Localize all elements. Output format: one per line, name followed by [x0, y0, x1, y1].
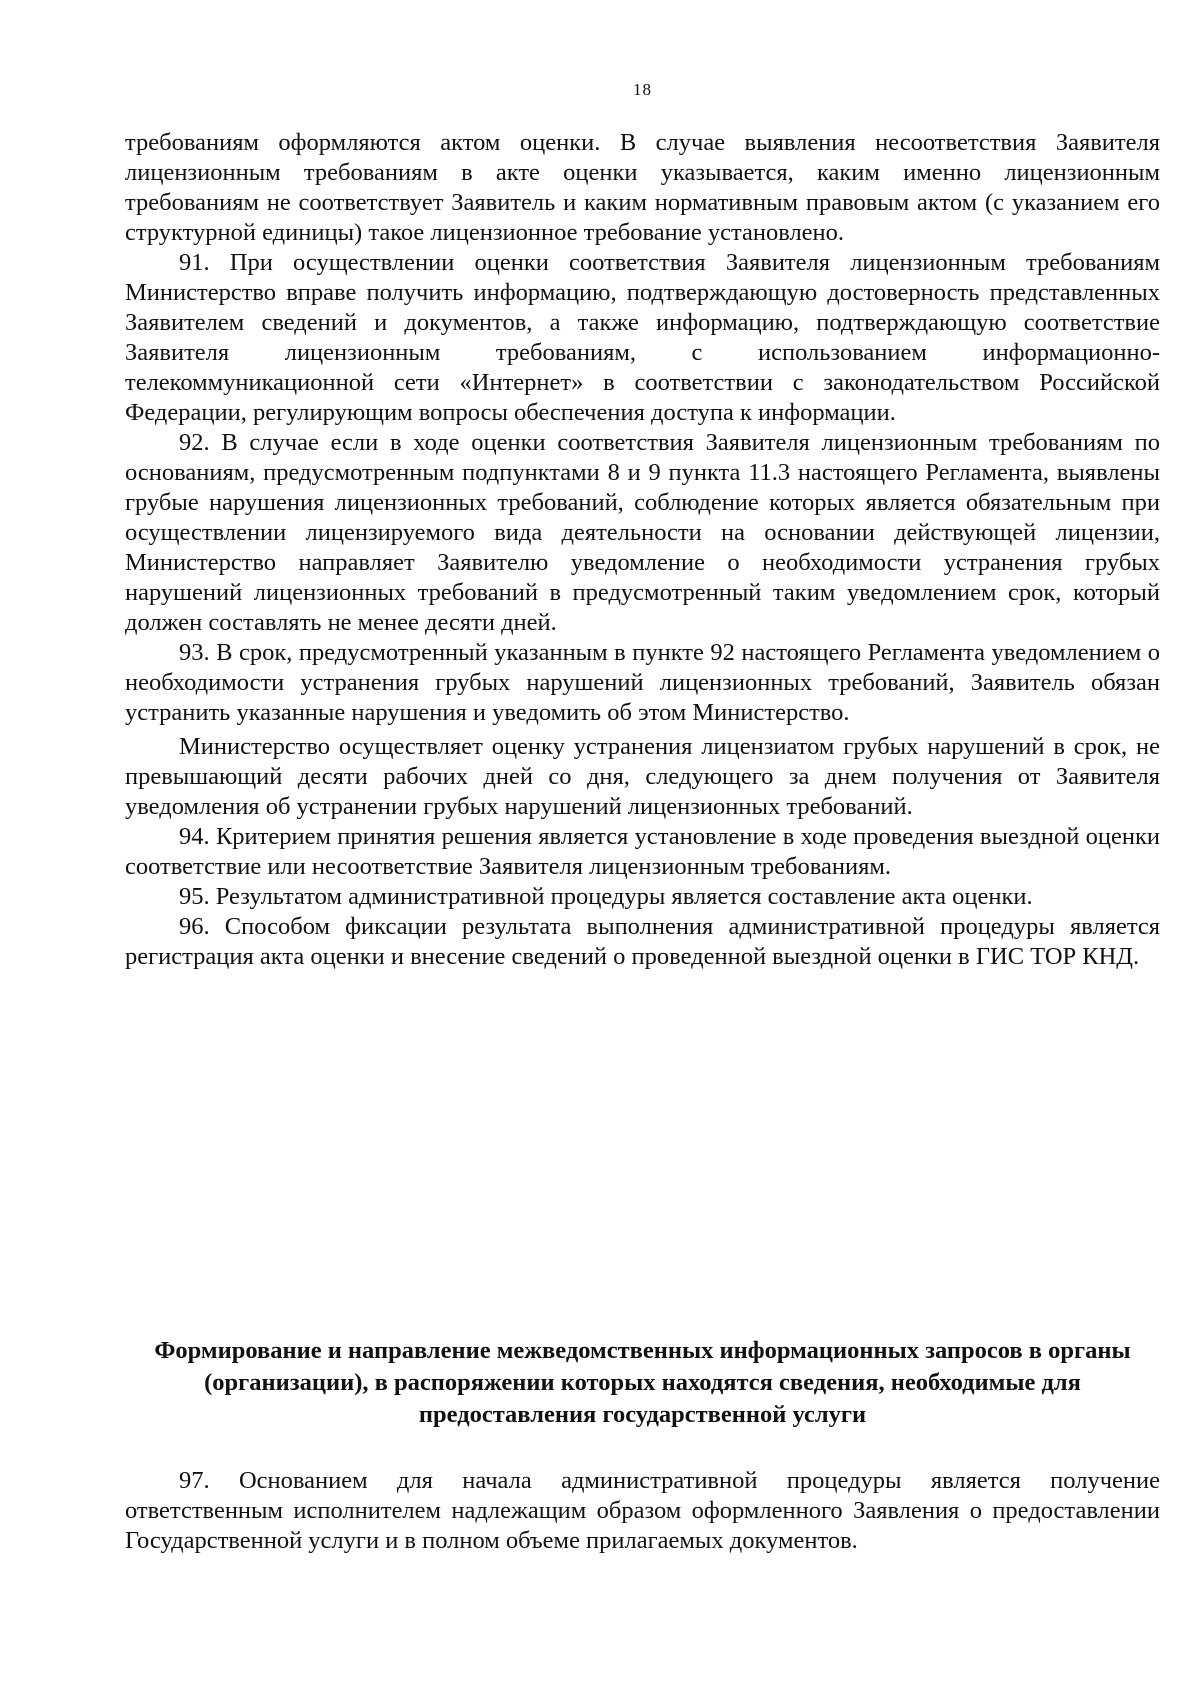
- paragraph-91: 91. При осуществлении оценки соответствия Заявителя лицензионным требованиям Министерство вправе получить информацию, подтверждающую достоверность представленных Заявителем сведений и документов, а также информацию, подтверждающую соответствие Заявителя лицензионным требованиям, с использованием информационно-телекоммуникационной сети «Интернет» в соответствии с законодательством Российской Федерации, регулирующим вопросы обеспечения доступа к информации.: [125, 249, 1160, 426]
- paragraph-continuation: требованиям оформляются актом оценки. В случае выявления несоответствия Заявителя лицензионным требованиям в акте оценки указывается, каким именно лицензионным требованиям не соответствует Заявитель и каким нормативным правовым актом (с указанием его структурной единицы) такое лицензионное требование установлено.: [125, 129, 1160, 246]
- document-body-final: [125, 1466, 1160, 1556]
- paragraph-93-continuation: Министерство осуществляет оценку устранения лицензиатом грубых нарушений в срок, не превышающий десяти рабочих дней со дня, следующего за днем получения от Заявителя уведомления об устранении грубых нарушений лицензионных требований.: [125, 733, 1160, 820]
- page-number: 18: [633, 80, 652, 99]
- section-heading: Формирование и направление межведомственных информационных запросов в органы (организации), в распоряжении которых находятся сведения, необходимые для предоставления государственной услуги: [154, 1337, 1131, 1428]
- document-body: [125, 128, 1160, 972]
- paragraph-96: 96. Способом фиксации результата выполнения административной процедуры является регистрация акта оценки и внесение сведений о проведенной выездной оценки в ГИС ТОР КНД.: [125, 913, 1160, 970]
- paragraph-93: 93. В срок, предусмотренный указанным в пункте 92 настоящего Регламента уведомлением о необходимости устранения грубых нарушений лицензионных требований, Заявитель обязан устранить указанные нарушения и уведомить об этом Министерство.: [125, 639, 1160, 726]
- paragraph-94: 94. Критерием принятия решения является установление в ходе проведения выездной оценки соответствие или несоответствие Заявителя лицензионным требованиям.: [125, 823, 1160, 880]
- paragraph-92: 92. В случае если в ходе оценки соответствия Заявителя лицензионным требованиям по основаниям, предусмотренным подпунктами 8 и 9 пункта 11.3 настоящего Регламента, выявлены грубые нарушения лицензионных требований, соблюдение которых является обязательным при осуществлении лицензируемого вида деятельности на основании действующей лицензии, Министерство направляет Заявителю уведомление о необходимости устранения грубых нарушений лицензионных требований в предусмотренный таким уведомлением срок, который должен составлять не менее десяти дней.: [125, 429, 1160, 636]
- paragraph-97: 97. Основанием для начала административной процедуры является получение ответственным исполнителем надлежащим образом оформленного Заявления о предоставлении Государственной услуги и в полном объеме прилагаемых документов.: [125, 1467, 1160, 1554]
- paragraph-95: 95. Результатом административной процедуры является составление акта оценки.: [179, 883, 1033, 910]
